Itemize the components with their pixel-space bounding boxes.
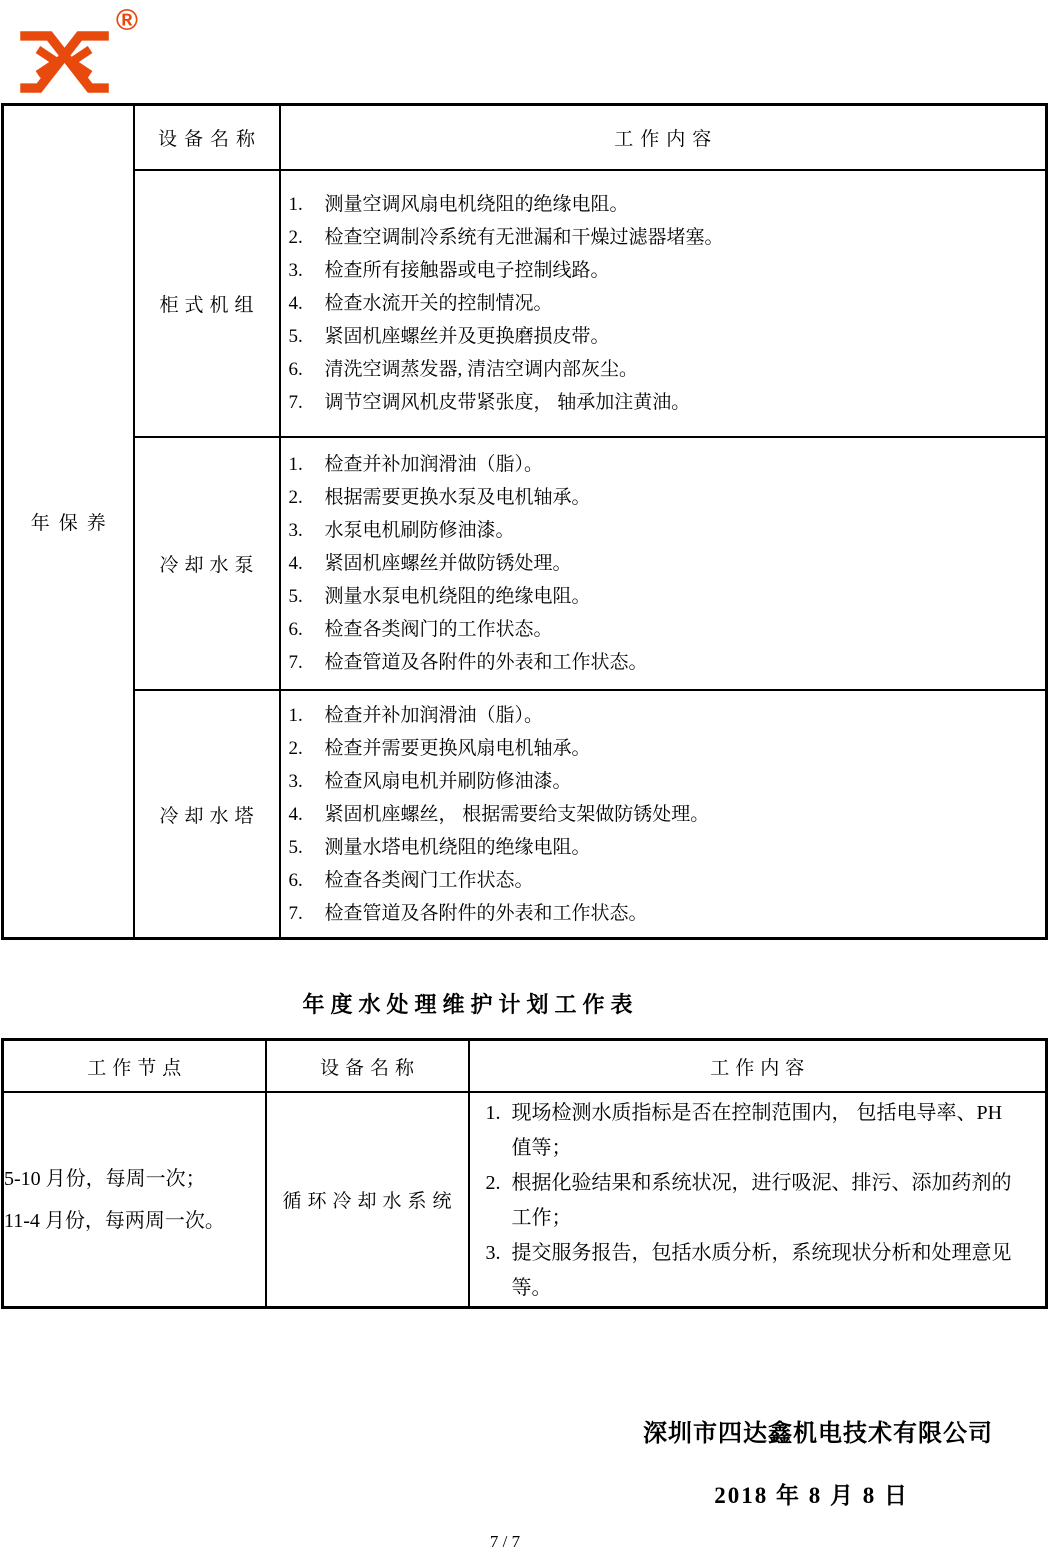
item-text: 检查并补加润滑油（脂）。 bbox=[324, 454, 544, 475]
item-number: 7. bbox=[288, 392, 303, 413]
t2-header-row bbox=[3, 1040, 1047, 1093]
item-text: 测量空调风扇电机绕阻的绝缘电阻。 bbox=[324, 194, 629, 215]
item-number: 3. bbox=[288, 520, 303, 541]
item-text: 根据需要更换水泵及电机轴承。 bbox=[324, 487, 591, 508]
item-number: 3. bbox=[288, 770, 303, 792]
work-item bbox=[281, 765, 1046, 798]
table-row-cooling-tower bbox=[3, 690, 1047, 939]
work-item-list bbox=[281, 188, 1046, 419]
company-logo bbox=[14, 4, 138, 102]
item-text: 检查管道及各附件的外表和工作状态。 bbox=[324, 902, 648, 924]
item-number: 4. bbox=[288, 293, 303, 314]
company-name: 深圳市四达鑫机电技术有限公司 bbox=[643, 1421, 993, 1447]
item-number: 5. bbox=[288, 836, 303, 858]
water-treatment-table bbox=[1, 1038, 1048, 1309]
device-name: 冷却水塔 bbox=[134, 690, 280, 939]
t2-header-node: 工作节点 bbox=[3, 1040, 266, 1093]
table-row-cabinet-unit bbox=[3, 170, 1047, 437]
item-number: 7. bbox=[288, 902, 303, 924]
work-item-list bbox=[486, 1096, 1022, 1306]
work-item bbox=[486, 1166, 1022, 1236]
device-name: 柜式机组 bbox=[134, 170, 280, 437]
item-text: 检查所有接触器或电子控制线路。 bbox=[324, 260, 610, 281]
work-node-line: 11-4 月份，每两周一次。 bbox=[4, 1209, 225, 1232]
work-node-line: 5-10 月份，每周一次； bbox=[4, 1167, 206, 1190]
logo-x-icon bbox=[14, 28, 114, 96]
document-date: 2018 年 8 月 8 日 bbox=[714, 1483, 909, 1508]
device-name: 循环冷却水系统 bbox=[266, 1092, 469, 1308]
registered-trademark-icon: ® bbox=[115, 4, 138, 37]
item-number: 2. bbox=[288, 487, 303, 508]
work-item bbox=[281, 699, 1046, 732]
work-item bbox=[281, 287, 1046, 320]
item-text: 调节空调风机皮带紧张度， 轴承加注黄油。 bbox=[324, 392, 691, 413]
item-text: 测量水泵电机绕阻的绝缘电阻。 bbox=[324, 586, 591, 607]
item-number: 6. bbox=[288, 869, 303, 891]
t1-header-device: 设备名称 bbox=[134, 105, 280, 171]
item-text: 检查水流开关的控制情况。 bbox=[324, 293, 553, 314]
item-number: 1. bbox=[288, 194, 303, 215]
item-number: 3. bbox=[288, 260, 303, 281]
work-item bbox=[281, 547, 1046, 580]
item-text: 提交服务报告，包括水质分析，系统现状分析和处理意见等。 bbox=[511, 1242, 1012, 1299]
item-text: 检查管道及各附件的外表和工作状态。 bbox=[324, 652, 648, 673]
work-item bbox=[281, 798, 1046, 831]
work-item bbox=[281, 580, 1046, 613]
work-item bbox=[486, 1096, 1022, 1166]
work-item bbox=[281, 864, 1046, 897]
item-text: 检查各类阀门工作状态。 bbox=[324, 869, 534, 891]
device-name: 冷却水泵 bbox=[134, 437, 280, 690]
work-item-list bbox=[281, 699, 1046, 930]
item-text: 紧固机座螺丝并及更换磨损皮带。 bbox=[324, 326, 610, 347]
item-text: 现场检测水质指标是否在控制范围内， 包括电导率、PH值等； bbox=[511, 1102, 1003, 1159]
item-text: 检查并需要更换风扇电机轴承。 bbox=[324, 737, 591, 759]
work-item bbox=[281, 353, 1046, 386]
work-node-cell bbox=[3, 1092, 266, 1308]
item-number: 6. bbox=[288, 619, 303, 640]
item-number: 1. bbox=[288, 704, 303, 726]
item-number: 5. bbox=[288, 586, 303, 607]
item-number: 1. bbox=[288, 454, 303, 475]
item-number: 7. bbox=[288, 652, 303, 673]
table-row-circulating-water bbox=[3, 1092, 1047, 1308]
work-item bbox=[486, 1236, 1022, 1306]
item-number: 2. bbox=[288, 737, 303, 759]
work-item bbox=[281, 897, 1046, 930]
item-text: 检查空调制冷系统有无泄漏和干燥过滤器堵塞。 bbox=[324, 227, 724, 248]
work-item bbox=[281, 221, 1046, 254]
row-group-label-annual: 年保养 bbox=[3, 105, 134, 939]
t2-header-content: 工作内容 bbox=[469, 1040, 1047, 1093]
work-item bbox=[281, 732, 1046, 765]
t2-header-device: 设备名称 bbox=[266, 1040, 469, 1093]
work-item bbox=[281, 386, 1046, 419]
item-number: 1. bbox=[485, 1102, 501, 1124]
item-text: 测量水塔电机绕阻的绝缘电阻。 bbox=[324, 836, 591, 858]
page-number: 7 / 7 bbox=[489, 1532, 521, 1551]
item-text: 根据化验结果和系统状况，进行吸泥、排污、添加药剂的工作； bbox=[511, 1172, 1012, 1229]
item-text: 检查各类阀门的工作状态。 bbox=[324, 619, 553, 640]
item-text: 检查风扇电机并刷防修油漆。 bbox=[324, 770, 572, 792]
work-item bbox=[281, 481, 1046, 514]
item-text: 水泵电机刷防修油漆。 bbox=[324, 520, 515, 541]
work-content-cell bbox=[280, 170, 1047, 437]
item-number: 5. bbox=[288, 326, 303, 347]
work-item bbox=[281, 613, 1046, 646]
work-item-list bbox=[281, 448, 1046, 679]
annual-maintenance-table bbox=[1, 103, 1048, 940]
work-content-cell bbox=[280, 690, 1047, 939]
item-number: 2. bbox=[288, 227, 303, 248]
work-item bbox=[281, 254, 1046, 287]
work-item bbox=[281, 514, 1046, 547]
work-item bbox=[281, 831, 1046, 864]
work-item bbox=[281, 646, 1046, 679]
table-row-cooling-pump bbox=[3, 437, 1047, 690]
work-content-cell bbox=[469, 1092, 1047, 1308]
item-number: 4. bbox=[288, 553, 303, 574]
item-text: 紧固机座螺丝并做防锈处理。 bbox=[324, 553, 572, 574]
item-number: 6. bbox=[288, 359, 303, 380]
t1-header-row bbox=[3, 105, 1047, 171]
work-content-cell bbox=[280, 437, 1047, 690]
work-item bbox=[281, 320, 1046, 353]
water-treatment-table-title: 年度水处理维护计划工作表 bbox=[302, 992, 639, 1017]
item-number: 2. bbox=[485, 1172, 501, 1194]
t1-header-content: 工作内容 bbox=[280, 105, 1047, 171]
item-number: 4. bbox=[288, 803, 303, 825]
item-text: 清洗空调蒸发器, 清洁空调内部灰尘。 bbox=[324, 359, 639, 380]
item-text: 检查并补加润滑油（脂）。 bbox=[324, 704, 544, 726]
item-text: 紧固机座螺丝， 根据需要给支架做防锈处理。 bbox=[324, 803, 710, 825]
item-number: 3. bbox=[485, 1242, 501, 1264]
work-item bbox=[281, 448, 1046, 481]
work-item bbox=[281, 188, 1046, 221]
